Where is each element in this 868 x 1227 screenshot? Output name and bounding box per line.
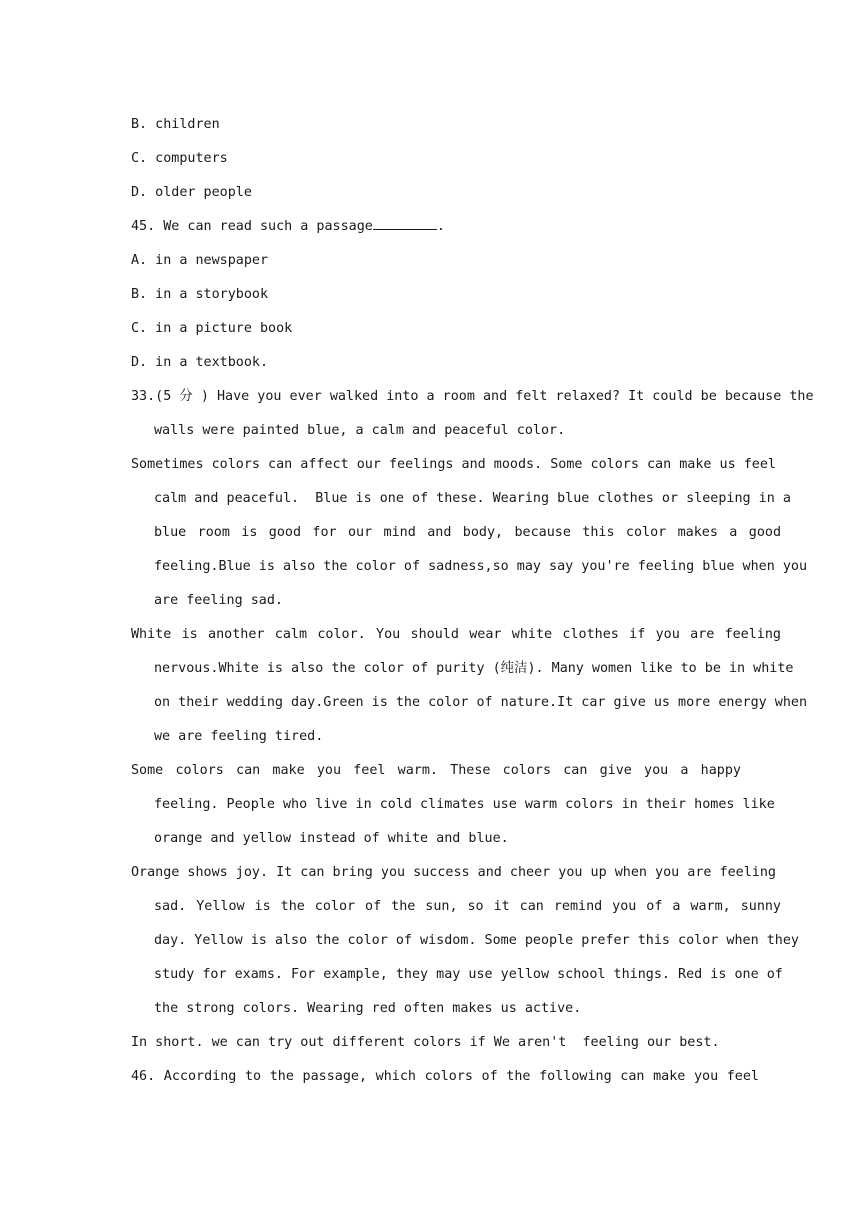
paragraph-2-line-4: we are feeling tired. — [154, 729, 324, 744]
document-page — [131, 108, 814, 1094]
answer-blank — [373, 215, 437, 230]
paragraph-3-line-2: feeling. People who live in cold climates use warm colors in their homes like — [154, 797, 775, 812]
paragraph-3-line-3: orange and yellow instead of white and blue. — [154, 831, 509, 846]
q45-option-a: A. in a newspaper — [131, 253, 269, 268]
paragraph-4-line-4: study for exams. For example, they may use yellow school things. Red is one of — [154, 967, 783, 982]
paragraph-2-line-1: White is another calm color. You should wear white clothes if you are feeling — [131, 627, 781, 642]
paragraph-1-line-1: Sometimes colors can affect our feelings and moods. Some colors can make us feel — [131, 457, 776, 472]
q45-option-b: B. in a storybook — [131, 287, 269, 302]
q44-option-d: D. older people — [131, 185, 252, 200]
paragraph-2-line-2: nervous.White is also the color of purity (纯洁). Many women like to be in white — [154, 661, 794, 676]
paragraph-4-line-3: day. Yellow is also the color of wisdom. Some people prefer this color when they — [154, 933, 799, 948]
paragraph-5-line-1: In short. we can try out different colors if We aren't feeling our best. — [131, 1035, 720, 1050]
paragraph-2-line-3: on their wedding day.Green is the color of nature.It car give us more energy when — [154, 695, 808, 710]
paragraph-1-line-3: blue room is good for our mind and body, because this color makes a good — [154, 525, 781, 540]
paragraph-1-line-5: are feeling sad. — [154, 593, 283, 608]
q44-option-c: C. computers — [131, 151, 228, 166]
q45-option-d: D. in a textbook. — [131, 355, 269, 370]
paragraph-4-line-5: the strong colors. Wearing red often makes us active. — [154, 1001, 582, 1016]
q45-stem-end: . — [436, 219, 445, 234]
paragraph-3-line-1: Some colors can make you feel warm. These colors can give you a happy — [131, 763, 741, 778]
passage-header-line-1: 33.(5 分 ) Have you ever walked into a room and felt relaxed? It could be because the — [131, 389, 814, 404]
paragraph-1-line-2: calm and peaceful. Blue is one of these. Wearing blue clothes or sleeping in a — [154, 491, 791, 506]
q45-stem — [131, 210, 781, 244]
paragraph-1-line-4: feeling.Blue is also the color of sadness,so may say you're feeling blue when you — [154, 559, 808, 574]
passage-header-line-2: walls were painted blue, a calm and peaceful color. — [154, 423, 566, 438]
q45-option-c: C. in a picture book — [131, 321, 293, 336]
q46-stem-line-1: 46. According to the passage, which colors of the following can make you feel — [131, 1069, 759, 1084]
q45-stem-text: 45. We can read such a passage — [131, 219, 373, 234]
paragraph-4-line-2: sad. Yellow is the color of the sun, so it can remind you of a warm, sunny — [154, 899, 781, 914]
paragraph-4-line-1: Orange shows joy. It can bring you success and cheer you up when you are feeling — [131, 865, 776, 880]
q44-option-b: B. children — [131, 117, 220, 132]
